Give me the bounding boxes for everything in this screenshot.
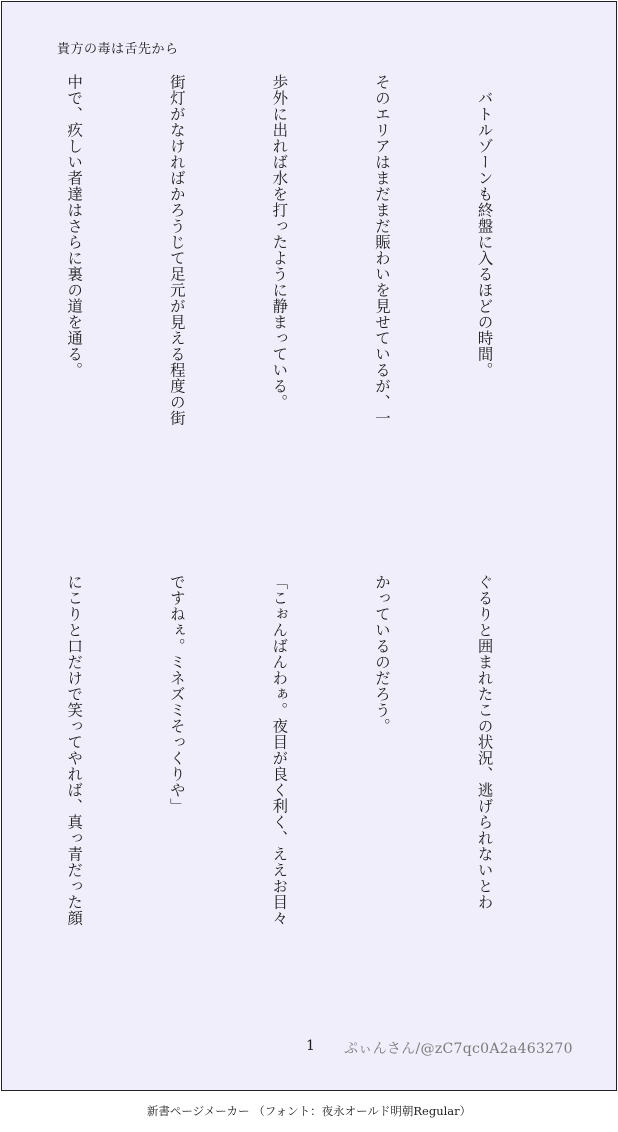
text-line: ですねぇ。ミネズミそっくりや」: [167, 574, 186, 814]
text-line: バトルゾーンも終盤に入るほどの時間。: [475, 74, 494, 378]
text-line: 中で、疚しい者達はさらに裏の道を通る。: [65, 74, 84, 378]
text-block-upper: [0, 74, 570, 534]
book-title: 貴方の毒は舌先から: [57, 42, 179, 57]
generator-footer: 新書ページメーカー （フォント：夜永オールド明朝Regular）: [146, 1104, 472, 1118]
text-block-lower: [0, 574, 570, 1034]
page-number: 1: [306, 1038, 315, 1054]
text-line: そのエリアはまだまだ賑わいを見せているが、一: [372, 74, 391, 426]
text-line: 歩外に出れば水を打ったように静まっている。: [270, 74, 289, 410]
text-line: かっているのだろう。: [372, 574, 391, 734]
text-line: にこりと口だけで笑ってやれば、真っ青だった顔: [65, 574, 84, 926]
text-line: 街灯がなければかろうじて足元が見える程度の街: [167, 74, 186, 426]
text-line: 「こぉんばんわぁ。夜目が良く利く、ええお目々: [270, 574, 289, 926]
text-line: ぐるりと囲まれたこの状況、逃げられないとわ: [475, 574, 494, 910]
author-credit: ぷぃんさん/@zC7qc0A2a463270: [344, 1041, 573, 1057]
novel-page: [1, 1, 617, 1091]
